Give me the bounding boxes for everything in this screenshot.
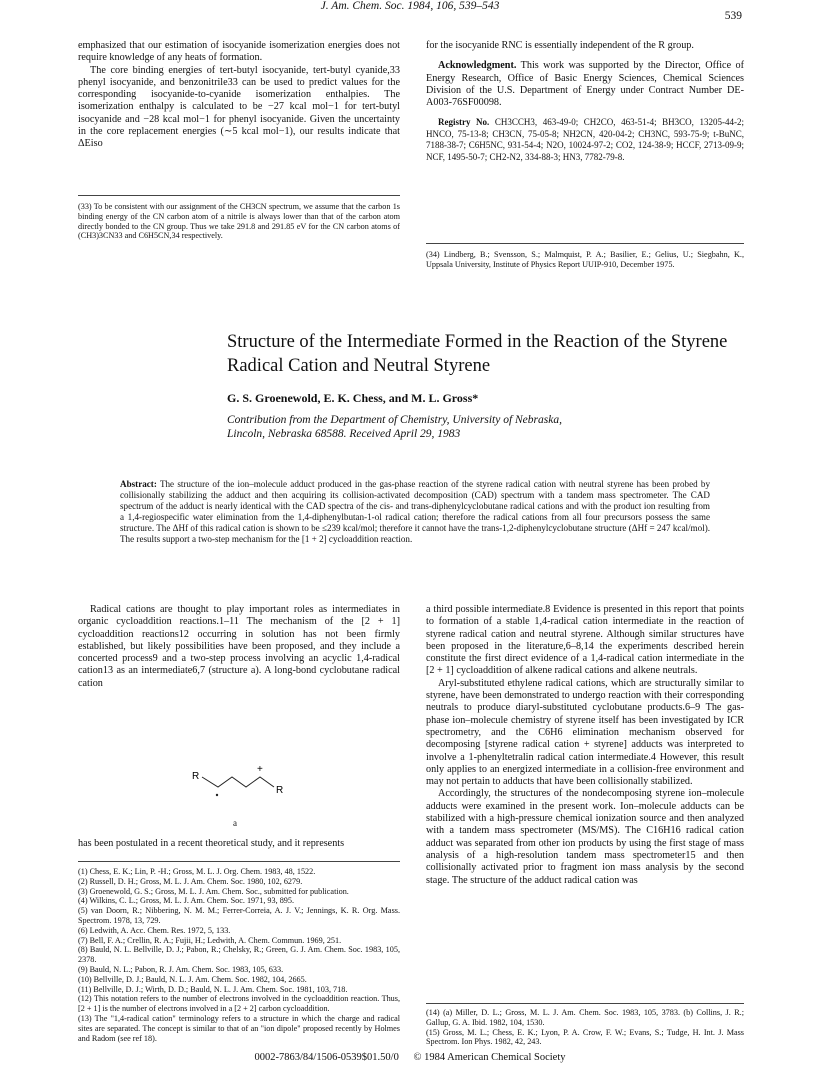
body-left-continuation <box>78 838 400 850</box>
structure-bond-chain <box>202 777 274 787</box>
acknowledgment <box>426 60 744 109</box>
footnote-divider <box>78 861 400 862</box>
abstract-text: The structure of the ion–molecule adduct produced in the gas-phase reaction of the styrene radical cation with neutral styrene has been probed by collisionally stabilizing the adduct and then acquiring its collision-activated decomposition (CAD) spectrum with a tandem mass spectrometer. The CAD spectrum of the adduct is nearly identical with the CAD spectra of the cis- and trans-diphenylcyclobutane radical cations and with the product ion resulting from a 1,4-regiospecific water elimination from the 1,4-diphenylbutan-1-ol radical cation; therefore the radical cations from all four precursors possess the same structure. The ΔHf of this radical cation is shown to be ≤239 kcal/mol; therefore it cannot have the trans-1,2-diphenylcyclobutane structure (ΔHf = 247 kcal/mol). The results support a two-step mechanism for the [1 + 2] cycloaddition reaction. <box>120 479 710 544</box>
reference-item: (13) The "1,4-radical cation" terminology refers to a structure in which the charge and radical sites are separated. The concept is similar to that of an "ion dipole" proposed recently by Holmes and Radom (see ref 18). <box>78 1013 400 1043</box>
running-header: J. Am. Chem. Soc. 1984, 106, 539–543 <box>320 0 500 12</box>
footer-code: 0002-7863/84/1506-0539$01.50/0 <box>254 1052 399 1063</box>
structure-r-group: R <box>276 785 284 796</box>
reference-item: (3) Groenewold, G. S.; Gross, M. L. J. Am. Chem. Soc., submitted for publication. <box>78 886 349 896</box>
structure-radical-dot <box>216 794 218 796</box>
article-affiliation <box>227 413 562 441</box>
footnote-divider <box>426 1003 744 1004</box>
body-left-column <box>78 604 400 690</box>
registry-text: CH3CCH3, 463-49-0; CH2CO, 463-51-4; BH3CO, 13205-44-2; HNCO, 75-13-8; CH3CN, 75-05-8; NH2CN, 420-04-2; CH3NC, 593-75-9; t-BuNC, 7188-38-7; C6H5NC, 931-54-4; N2O, 10024-97-2; CO2, 124-38-9; HCCF, 2713-09-9; NCF, 1495-50-7; CH2-N2, 334-88-3; HN3, 7782-79-8. <box>426 117 744 162</box>
reference-item: (10) Bellville, D. J.; Bauld, N. L. J. Am. Chem. Soc. 1982, 104, 2665. <box>78 974 307 984</box>
reference-item: (8) Bauld, N. L. Bellville, D. J.; Pabon, R.; Chelsky, R.; Green, G. J. Am. Chem. Soc. 1983, 105, 2378. <box>78 945 400 965</box>
prev-article-right-column <box>426 40 744 163</box>
registry-numbers <box>426 117 744 163</box>
paragraph: has been postulated in a recent theoretical study, and it represents <box>78 838 345 849</box>
footnote-divider <box>426 243 744 244</box>
footnote-34: (34) Lindberg, B.; Svensson, S.; Malmquist, P. A.; Basilier, E.; Gelius, U.; Siegbahn, K., Uppsala University, Institute of Physics Report UUIP-910, December 1975. <box>426 250 744 269</box>
structure-a-drawing <box>190 765 300 815</box>
reference-item: (1) Chess, E. K.; Lin, P. -H.; Gross, M. L. J. Org. Chem. 1983, 48, 1522. <box>78 867 316 876</box>
acknowledgment-text: This work was supported by the Director, Office of Energy Research, Office of Basic Energy Sciences, Chemical Sciences Division of the U.S. Department of Energy under Contract Number DE-A003-76SF00098. <box>426 60 744 109</box>
reference-item: (6) Ledwith, A. Acc. Chem. Res. 1972, 5, 133. <box>78 925 231 935</box>
paragraph: for the isocyanide RNC is essentially independent of the R group. <box>426 40 694 51</box>
references-left <box>78 867 400 1043</box>
affiliation-line: Contribution from the Department of Chemistry, University of Nebraska, <box>227 414 562 426</box>
structure-label: a <box>233 818 237 828</box>
footnote-divider <box>78 195 400 196</box>
article-title: Structure of the Intermediate Formed in the Reaction of the Styrene Radical Cation and Neutral Styrene <box>227 332 728 376</box>
reference-item: (11) Bellville, D. J.; Wirth, D. D.; Bauld, N. L. J. Am. Chem. Soc. 1981, 103, 718. <box>78 984 348 994</box>
structure-r-group: R <box>192 771 200 782</box>
abstract <box>120 479 710 545</box>
reference-item: (7) Bell, F. A.; Crellin, R. A.; Fujii, H.; Ledwith, A. Chem. Commun. 1969, 251. <box>78 935 342 945</box>
reference-item: (12) This notation refers to the number of electrons involved in the cycloaddition reaction. Thus, [2 + 1] is the number of electrons involved in a [2 + 2] carbon cycloaddition. <box>78 994 400 1014</box>
page-number: 539 <box>724 10 742 22</box>
page-footer <box>0 1052 820 1063</box>
footnote-33: (33) To be consistent with our assignment of the CH3CN spectrum, we assume that the carbon 1s binding energy of the CN carbon atom of a nitrile is always lower than that of the carbon atom directly bonded to the CN group. Thus we take 291.8 and 291.85 eV for the CN carbon atoms of (CH3)3CN33 and C6H5CN,34 respectively. <box>78 202 400 241</box>
article-authors: G. S. Groenewold, E. K. Chess, and M. L. Gross* <box>227 391 479 405</box>
paragraph: emphasized that our estimation of isocyanide isomerization energies does not require knowledge of any heats of formation. <box>78 40 400 64</box>
footer-copyright: © 1984 American Chemical Society <box>413 1052 566 1063</box>
paragraph: a third possible intermediate.8 Evidence is presented in this report that points to formation of a stable 1,4-radical cation intermediate in the reaction of styrene radical cation and neutral styrene. Although similar structures have been proposed in the literature,6–8,14 the experiments described herein constitute the first direct evidence of a 1,4-radical cation intermediate in the [2 + 1] cycloaddition of alkene radical cations and alkene neutrals. <box>426 604 744 677</box>
body-right-column <box>426 604 744 887</box>
paragraph: The core binding energies of tert-butyl isocyanide, tert-butyl cyanide,33 phenyl isocyanide, and benzonitrile33 can be used to predict values for the corresponding isocyanide-to-cyanide isomerization enthalpies. The isomerization enthalpy is calculated to be −27 kcal mol−1 for tert-butyl isocyanide and −28 kcal mol−1 for phenyl isocyanide. Given the uncertainty in the core replacement energies (∼5 kcal mol−1), our results indicate that ΔEiso <box>78 64 400 150</box>
acknowledgment-label: Acknowledgment. <box>438 60 517 72</box>
structure-charge: + <box>257 765 263 775</box>
reference-item: (5) van Doorn, R.; Nibbering, N. M. M.; Ferrer-Correia, A. J. V.; Jennings, K. R. Org. Mass. Spectrom. 1978, 13, 729. <box>78 906 400 925</box>
paragraph: Aryl-substituted ethylene radical cations, which are structurally similar to styrene, have been demonstrated to undergo reaction with their corresponding neutrals to produce diaryl-substituted cyclobutane products.6–9 The gas-phase ion–molecule chemistry of styrene itself has been investigated by ICR spectrometry, and the C6H6 elimination mechanism observed for decomposing [styrene radical cation + styrene] adducts was interpreted to involve a 1-phenyltetralin radical cation intermediate.4 However, this result only applies to an energized intermediate in a collision-free environment and may not pertain to adducts that have been collisionally stabilized. <box>426 677 744 788</box>
reference-item: (2) Russell, D. H.; Gross, M. L. J. Am. Chem. Soc. 1980, 102, 6279. <box>78 876 303 886</box>
paragraph: Accordingly, the structures of the nondecomposing styrene ion–molecule adducts were examined in the present work. Ion–molecule adducts can be stabilized with a high-pressure chemical ionization source and then analyzed with a tandem mass spectrometer (MS/MS). The C16H16 radical cation adduct was separated from other ion products by using the first stage of mass analysis of a high-resolution tandem mass spectrometer15 and then collisionally activated prior to fragment ion mass analysis by the second stage. The structure of the adduct radical cation was <box>426 788 744 886</box>
reference-item: (4) Wilkins, C. L.; Gross, M. L. J. Am. Chem. Soc. 1971, 93, 895. <box>78 896 295 906</box>
reference-item: (9) Bauld, N. L.; Pabon, R. J. Am. Chem. Soc. 1983, 105, 633. <box>78 964 284 974</box>
registry-label: Registry No. <box>438 117 490 128</box>
references-right <box>426 1008 744 1047</box>
prev-article-left-column <box>78 40 400 151</box>
reference-item: (14) (a) Miller, D. L.; Gross, M. L. J. Am. Chem. Soc. 1983, 105, 3783. (b) Collins, J. R.; Gallup, G. A. Ibid. 1982, 104, 1530. <box>426 1008 744 1027</box>
affiliation-line: Lincoln, Nebraska 68588. Received April 29, 1983 <box>227 428 461 440</box>
abstract-label: Abstract: <box>120 479 157 489</box>
paragraph: Radical cations are thought to play important roles as intermediates in organic cycloaddition reactions.1–11 The mechanism of the [2 + 1] cycloaddition reactions12 occurring in solution has not been firmly established, but likely possibilities have been proposed, and they include a concerted process9 and a two-step process involving an acyclic 1,4-radical cation13 as an intermediate6,7 (structure a). A long-bond cyclobutane radical cation <box>78 604 400 689</box>
reference-item: (15) Gross, M. L.; Chess, E. K.; Lyon, P. A. Crow, F. W.; Evans, S.; Tudge, H. Int. J. Mass Spectrom. Ion Phys. 1982, 42, 243. <box>426 1027 744 1047</box>
